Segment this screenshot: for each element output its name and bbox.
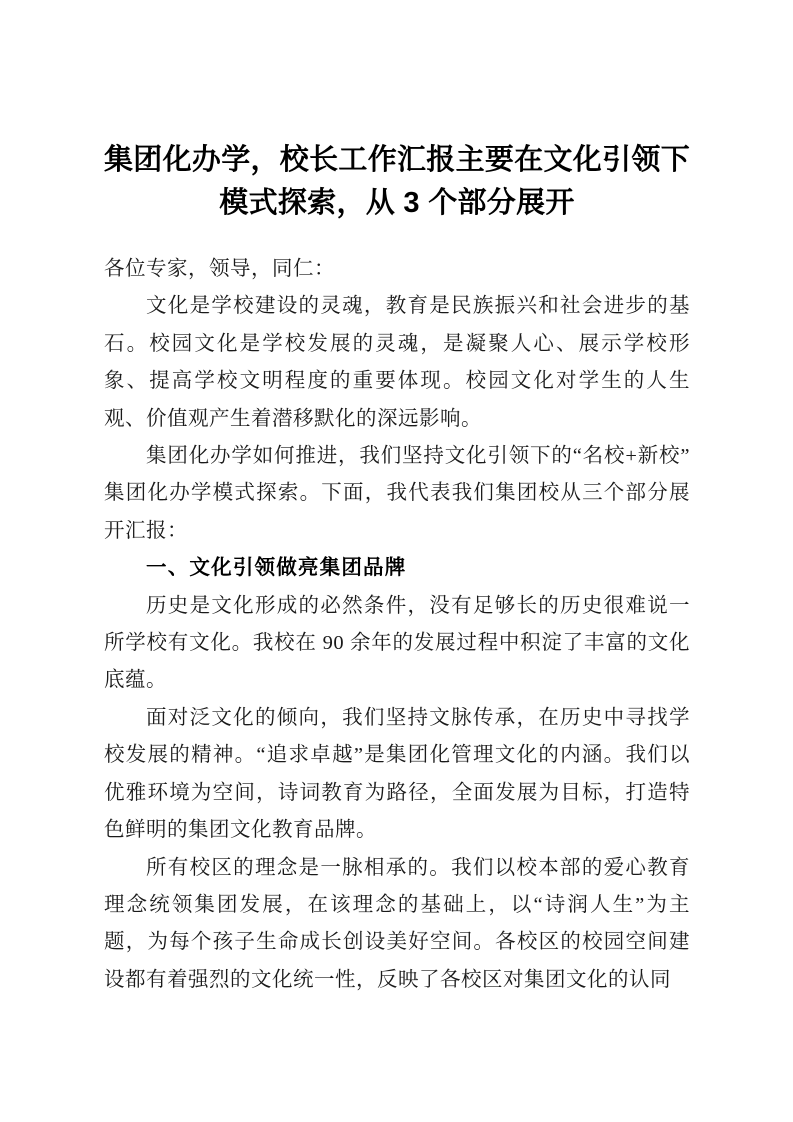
page-title: 集团化办学，校长工作汇报主要在文化引领下模式探索，从 3 个部分展开 bbox=[104, 144, 691, 219]
salutation-line: 各位专家，领导，同仁： bbox=[104, 258, 335, 280]
paragraph-group-school-model: 集团化办学如何推进，我们坚持文化引领下的“名校+新校”集团化办学模式探索。下面，我代表我们集团校从三个部分展开汇报： bbox=[104, 445, 690, 542]
section-heading-1: 一、文化引领做亮集团品牌 bbox=[146, 557, 407, 580]
paragraph-history-culture: 历史是文化形成的必然条件，没有足够长的历史很难说一所学校有文化。我校在 90 余年的发展过程中积淀了丰富的文化底蕴。 bbox=[104, 594, 690, 692]
paragraph-campus-identity: 所有校区的理念是一脉相承的。我们以校本部的爱心教育理念统领集团发展，在该理念的基础上，以“诗润人生”为主题，为每个孩子生命成长创设美好空间。各校区的校园空间建设都有着强烈的文化统一性，反映了各校区对集团文化的认同 bbox=[104, 856, 690, 991]
document-content bbox=[104, 0, 690, 999]
paragraph-pursuit-excellence: 面对泛文化的倾向，我们坚持文脉传承，在历史中寻找学校发展的精神。“追求卓越”是集团化管理文化的内涵。我们以优雅环境为空间，诗词教育为路径，全面发展为目标，打造特色鲜明的集团文化教育品牌。 bbox=[104, 706, 690, 842]
paragraph-culture-soul: 文化是学校建设的灵魂，教育是民族振兴和社会进步的基石。校园文化是学校发展的灵魂，是凝聚人心、展示学校形象、提高学校文明程度的重要体现。校园文化对学生的人生观、价值观产生着潜移默化的深远影响。 bbox=[104, 295, 690, 430]
document-body bbox=[104, 251, 690, 999]
